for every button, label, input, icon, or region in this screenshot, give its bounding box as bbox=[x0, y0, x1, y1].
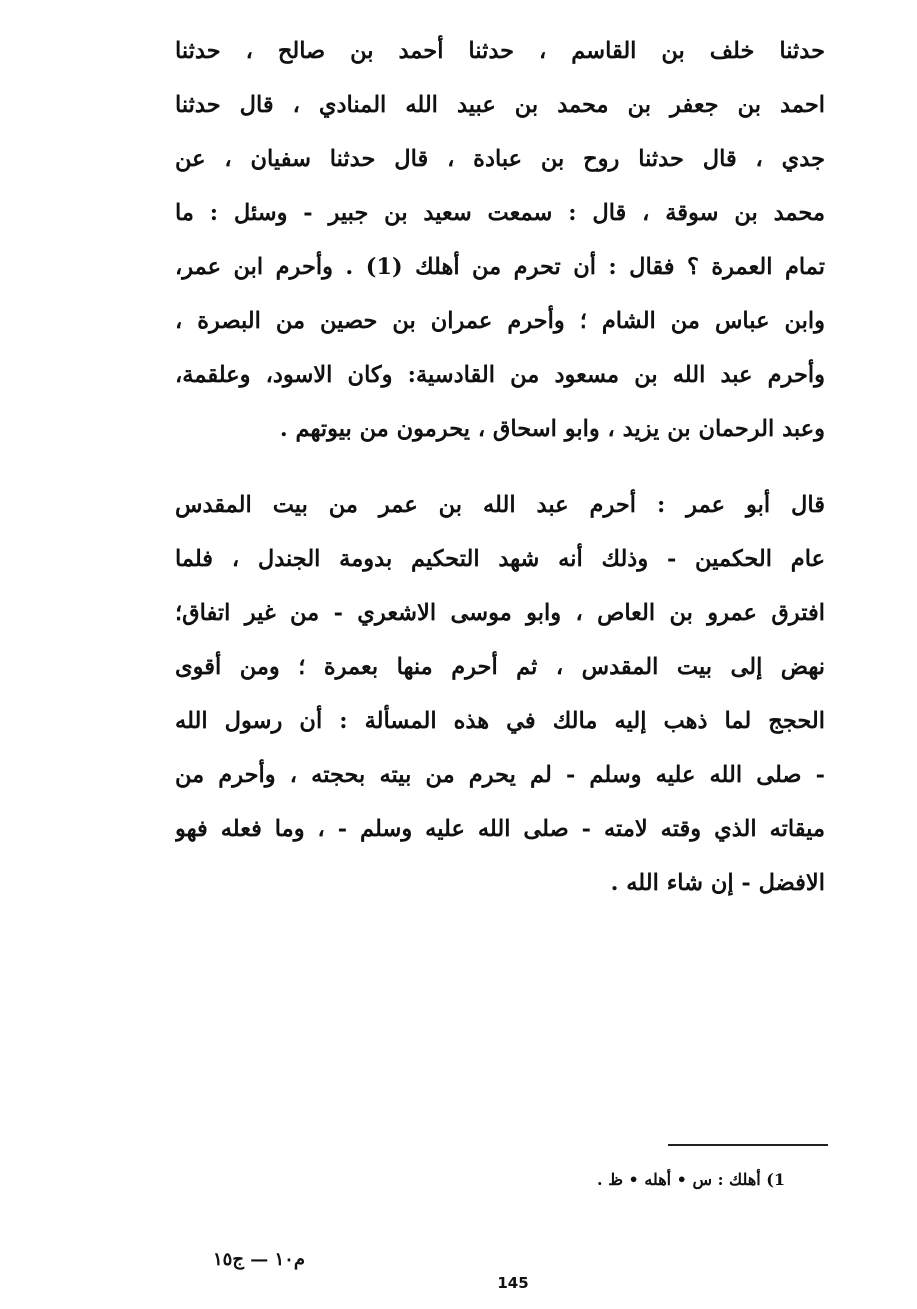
text-line: - صلى الله عليه وسلم - لم يحرم من بيته بحجته ، وأحرم من bbox=[175, 762, 825, 788]
text-line: وأحرم عبد الله بن مسعود من القادسية: وكان الاسود، وعلقمة، bbox=[175, 362, 825, 388]
footnote: 1) أهلك : س • أهله • ظ . bbox=[597, 1170, 785, 1189]
text-line: نهض إلى بيت المقدس ، ثم أحرم منها بعمرة ؛ ومن أقوى bbox=[175, 654, 825, 680]
text-line: وعبد الرحمان بن يزيد ، وابو اسحاق ، يحرمون من بيوتهم . bbox=[279, 416, 825, 442]
text-line: الافضل - إن شاء الله . bbox=[610, 870, 825, 896]
text-line: جدي ، قال حدثنا روح بن عبادة ، قال حدثنا سفيان ، عن bbox=[175, 146, 825, 172]
footnote-divider bbox=[668, 1144, 828, 1146]
text-line: حدثنا خلف بن القاسم ، حدثنا أحمد بن صالح ، حدثنا bbox=[175, 38, 825, 64]
paragraph-2 bbox=[175, 478, 825, 910]
text-line: ميقاته الذي وقته لامته - صلى الله عليه وسلم - ، وما فعله فهو bbox=[175, 816, 825, 842]
page-number: 145 bbox=[497, 1274, 529, 1292]
text-line: تمام العمرة ؟ فقال : أن تحرم من أهلك (1) . وأحرم ابن عمر، bbox=[175, 254, 825, 280]
text-line: وابن عباس من الشام ؛ وأحرم عمران بن حصين من البصرة ، bbox=[175, 308, 825, 334]
text-line: الحجج لما ذهب إليه مالك في هذه المسألة : أن رسول الله bbox=[175, 708, 825, 734]
text-line: احمد بن جعفر بن محمد بن عبيد الله المنادي ، قال حدثنا bbox=[175, 92, 825, 118]
text-line: افترق عمرو بن العاص ، وابو موسى الاشعري - من غير اتفاق؛ bbox=[175, 600, 825, 626]
text-line: عام الحكمين - وذلك أنه شهد التحكيم بدومة الجندل ، فلما bbox=[175, 546, 825, 572]
text-line: محمد بن سوقة ، قال : سمعت سعيد بن جبير - وسئل : ما bbox=[175, 200, 825, 226]
text-line: قال أبو عمر : أحرم عبد الله بن عمر من بيت المقدس bbox=[175, 492, 825, 518]
paragraph-1 bbox=[175, 24, 825, 456]
printer-signature: م١٠ — ج١٥ bbox=[213, 1249, 305, 1270]
